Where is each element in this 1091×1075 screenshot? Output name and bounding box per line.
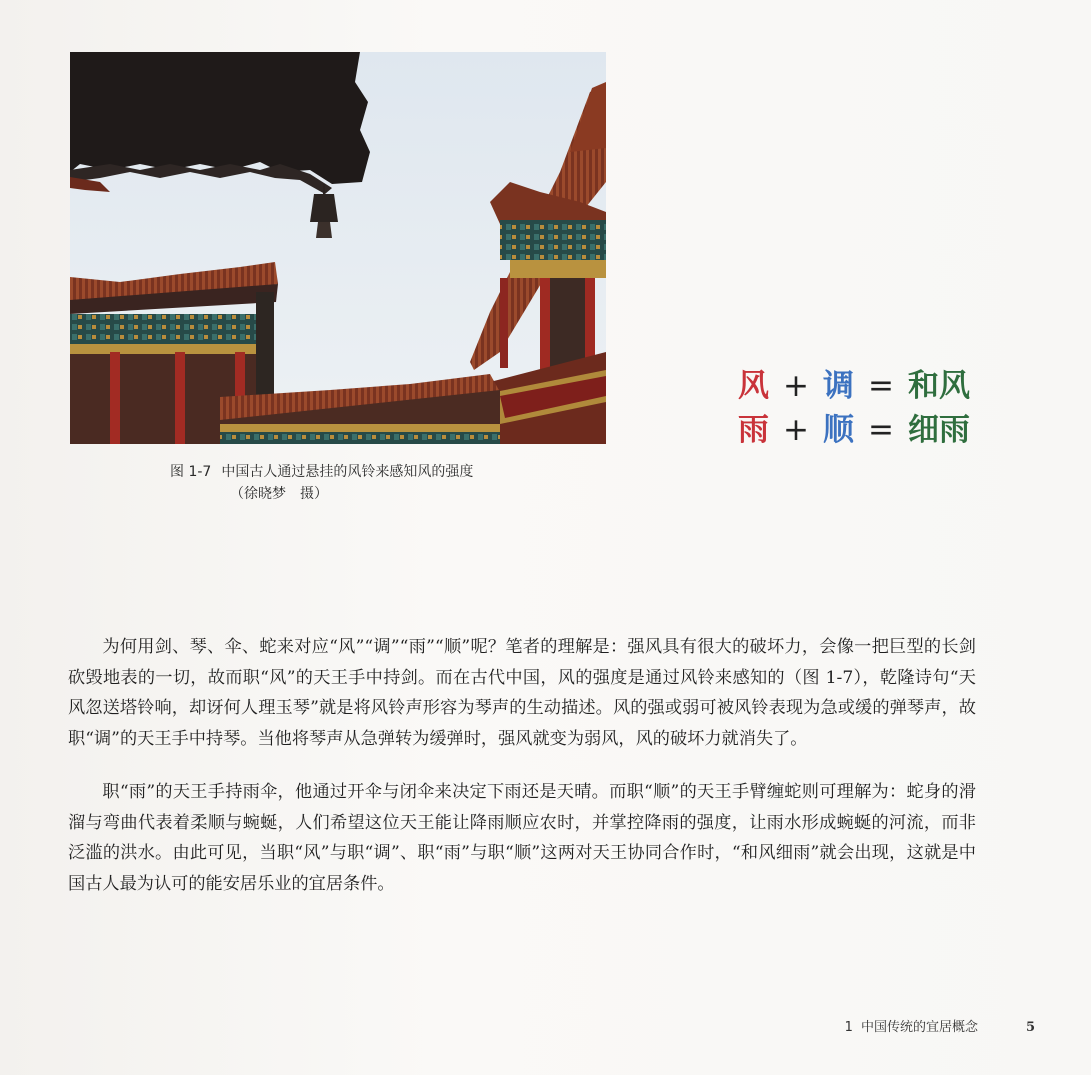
figure-caption-text: 中国古人通过悬挂的风铃来感知风的强度 [221, 464, 474, 480]
formula-term-tune: 调 [822, 368, 854, 404]
formula-result-fine-rain: 细雨 [907, 412, 970, 448]
formula-row-rain [738, 408, 970, 452]
figure-number: 图 1-7 [170, 464, 212, 480]
page-footer [845, 1016, 1035, 1035]
page-number: 5 [1025, 1020, 1035, 1035]
chapter-title: 中国传统的宜居概念 [860, 1020, 978, 1035]
paragraph: 职“雨”的天王手持雨伞，他通过开伞与闭伞来决定下雨还是天晴。而职“顺”的天王手臂缠蛇则可理解为：蛇身的滑溜与弯曲代表着柔顺与蜿蜒，人们希望这位天王能让降雨顺应农时，并掌控降雨的强度，让雨水形成蜿蜒的河流，而非泛滥的洪水。由此可见，当职“风”与职“调”、职“雨”与职“顺”这两对天王协同合作时，“和风细雨”就会出现，这就是中国古人最为认可的能安居乐业的宜居条件。 [68, 782, 976, 894]
formula-term-rain: 雨 [738, 412, 769, 448]
chapter-number: 1 [844, 1020, 853, 1035]
figure-credit: （徐晓梦 摄） [230, 486, 328, 502]
formula-result-gentle-wind: 和风 [907, 368, 970, 404]
plus-sign: + [783, 368, 809, 404]
temple-eaves-photo [70, 52, 606, 444]
equals-sign: = [867, 368, 894, 404]
formula-row-wind [738, 364, 970, 408]
figure-caption [170, 461, 630, 505]
wind-rain-formula [738, 364, 970, 452]
body-text [68, 632, 976, 899]
formula-term-smooth: 顺 [822, 412, 854, 448]
equals-sign: = [867, 412, 894, 448]
formula-term-wind: 风 [738, 368, 769, 404]
paragraph: 为何用剑、琴、伞、蛇来对应“风”“调”“雨”“顺”呢？笔者的理解是：强风具有很大的破坏力，会像一把巨型的长剑砍毁地表的一切，故而职“风”的天王手中持剑。而在古代中国，风的强度是通过风铃来感知的（图 1-7），乾隆诗句“天风忽送塔铃响，却讶何人理玉琴”就是将风铃声形容为琴声的生动描述。风的强或弱可被风铃表现为急或缓的弹琴声，故职“调”的天王手中持琴。当他将琴声从急弹转为缓弹时，强风就变为弱风，风的破坏力就消失了。 [68, 637, 976, 749]
plus-sign: + [783, 412, 809, 448]
